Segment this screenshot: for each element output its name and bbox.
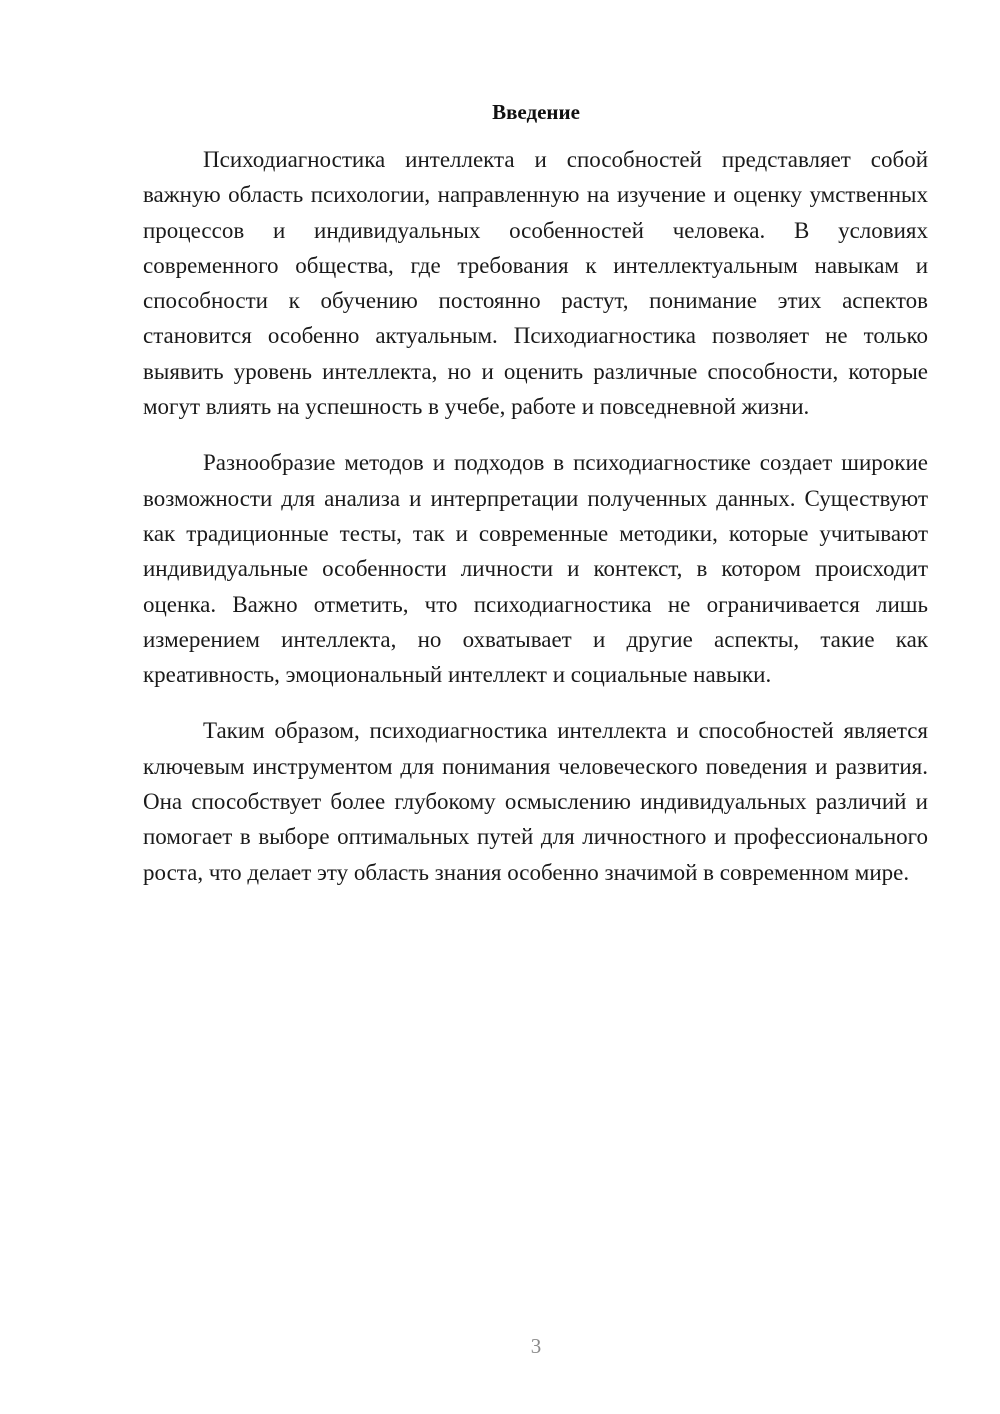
body-text <box>143 142 928 911</box>
paragraph-1: Психодиагностика интеллекта и способностей представляет собой важную область психологии, направленную на изучение и оценку умственных процессов и индивидуальных особенностей человека. В условиях современного общества, где требования к интеллектуальным навыкам и способности к обучению постоянно растут, понимание этих аспектов становится особенно актуальным. Психодиагностика позволяет не только выявить уровень интеллекта, но и оценить различные способности, которые могут влиять на успешность в учебе, работе и повседневной жизни. <box>143 147 928 420</box>
paragraph-3: Таким образом, психодиагностика интеллекта и способностей является ключевым инструментом для понимания человеческого поведения и развития. Она способствует более глубокому осмыслению индивидуальных различий и помогает в выборе оптимальных путей для личностного и профессионального роста, что делает эту область знания особенно значимой в современном мире. <box>143 718 928 885</box>
paragraph-2: Разнообразие методов и подходов в психодиагностике создает широкие возможности для анализа и интерпретации полученных данных. Существуют как традиционные тесты, так и современные методики, которые учитывают индивидуальные особенности личности и контекст, в котором происходит оценка. Важно отметить, что психодиагностика не ограничивается лишь измерением интеллекта, но охватывает и другие аспекты, такие как креативность, эмоциональный интеллект и социальные навыки. <box>143 450 928 688</box>
page-number: 3 <box>530 1334 542 1358</box>
section-heading: Введение <box>492 100 580 124</box>
